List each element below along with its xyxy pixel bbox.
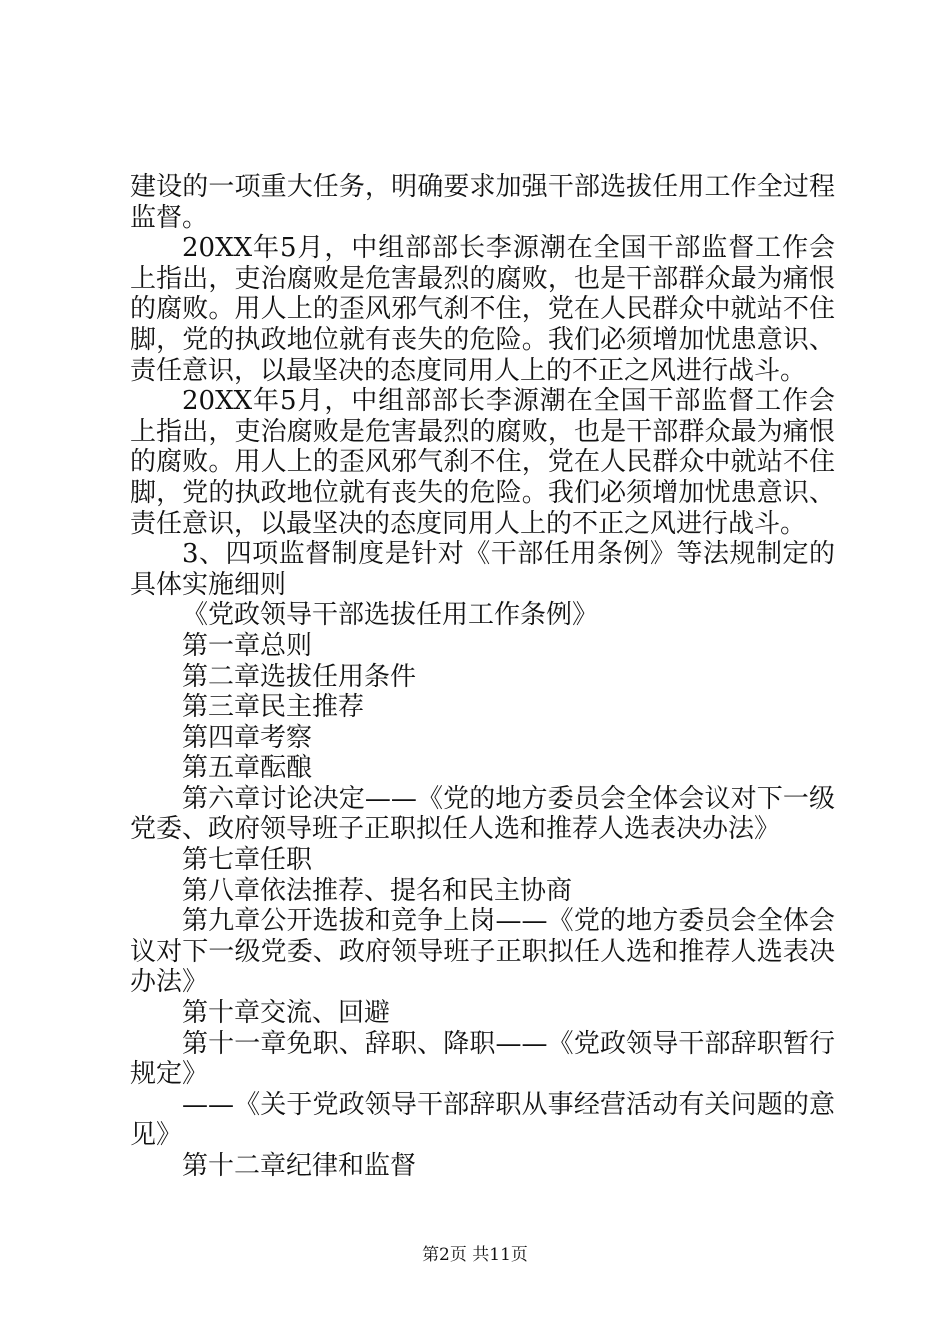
chapter-item: 第九章公开选拔和竞争上岗——《党的地方委员会全体会议对下一级党委、政府领导班子正职拟任人选和推荐人选表决办法》 — [130, 906, 835, 998]
chapter-item: 第十二章纪律和监督 — [182, 1151, 417, 1181]
chapter-item: 第三章民主推荐 — [182, 692, 365, 723]
chapter-sub-item: ——《关于党政领导干部辞职从事经营活动有关问题的意见》 — [130, 1089, 835, 1151]
paragraph: 20XX年5月，中组部部长李源潮在全国干部监督工作会上指出，吏治腐败是危害最烈的腐败，也是干部群众最为痛恨的腐败。用人上的歪风邪气刹不住，党在人民群众中就站不住脚，党的执政地位就有丧失的危险。我们必须增加忧患意识、责任意识，以最坚决的态度同用人上的不正之风进行战斗。 — [130, 233, 835, 386]
paragraph: 3、四项监督制度是针对《干部任用条例》等法规制定的具体实施细则 — [130, 539, 835, 600]
chapter-item: 第八章依法推荐、提名和民主协商 — [182, 875, 573, 906]
chapter-item: 第十章交流、回避 — [182, 998, 391, 1029]
page-footer: 第2页 共11页 — [422, 1245, 528, 1265]
chapter-item: 第六章讨论决定——《党的地方委员会全体会议对下一级党委、政府领导班子正职拟任人选和推荐人选表决办法》 — [130, 783, 835, 845]
chapter-item: 第七章任职 — [182, 845, 313, 876]
paragraph: 20XX年5月，中组部部长李源潮在全国干部监督工作会上指出，吏治腐败是危害最烈的腐败，也是干部群众最为痛恨的腐败。用人上的歪风邪气刹不住，党在人民群众中就站不住脚，党的执政地位就有丧失的危险。我们必须增加忧患意识、责任意识，以最坚决的态度同用人上的不正之风进行战斗。 — [130, 386, 835, 539]
chapter-item: 第一章总则 — [182, 630, 313, 661]
chapter-item: 第五章酝酿 — [182, 753, 313, 784]
document-body — [130, 172, 835, 1182]
regulation-title: 《党政领导干部选拔任用工作条例》 — [182, 600, 599, 631]
chapter-item: 第二章选拔任用条件 — [182, 661, 417, 692]
chapter-item: 第四章考察 — [182, 722, 313, 753]
chapter-item: 第十一章免职、辞职、降职——《党政领导干部辞职暂行规定》 — [130, 1028, 835, 1090]
paragraph-continuation: 建设的一项重大任务，明确要求加强干部选拔任用工作全过程监督。 — [130, 172, 835, 233]
